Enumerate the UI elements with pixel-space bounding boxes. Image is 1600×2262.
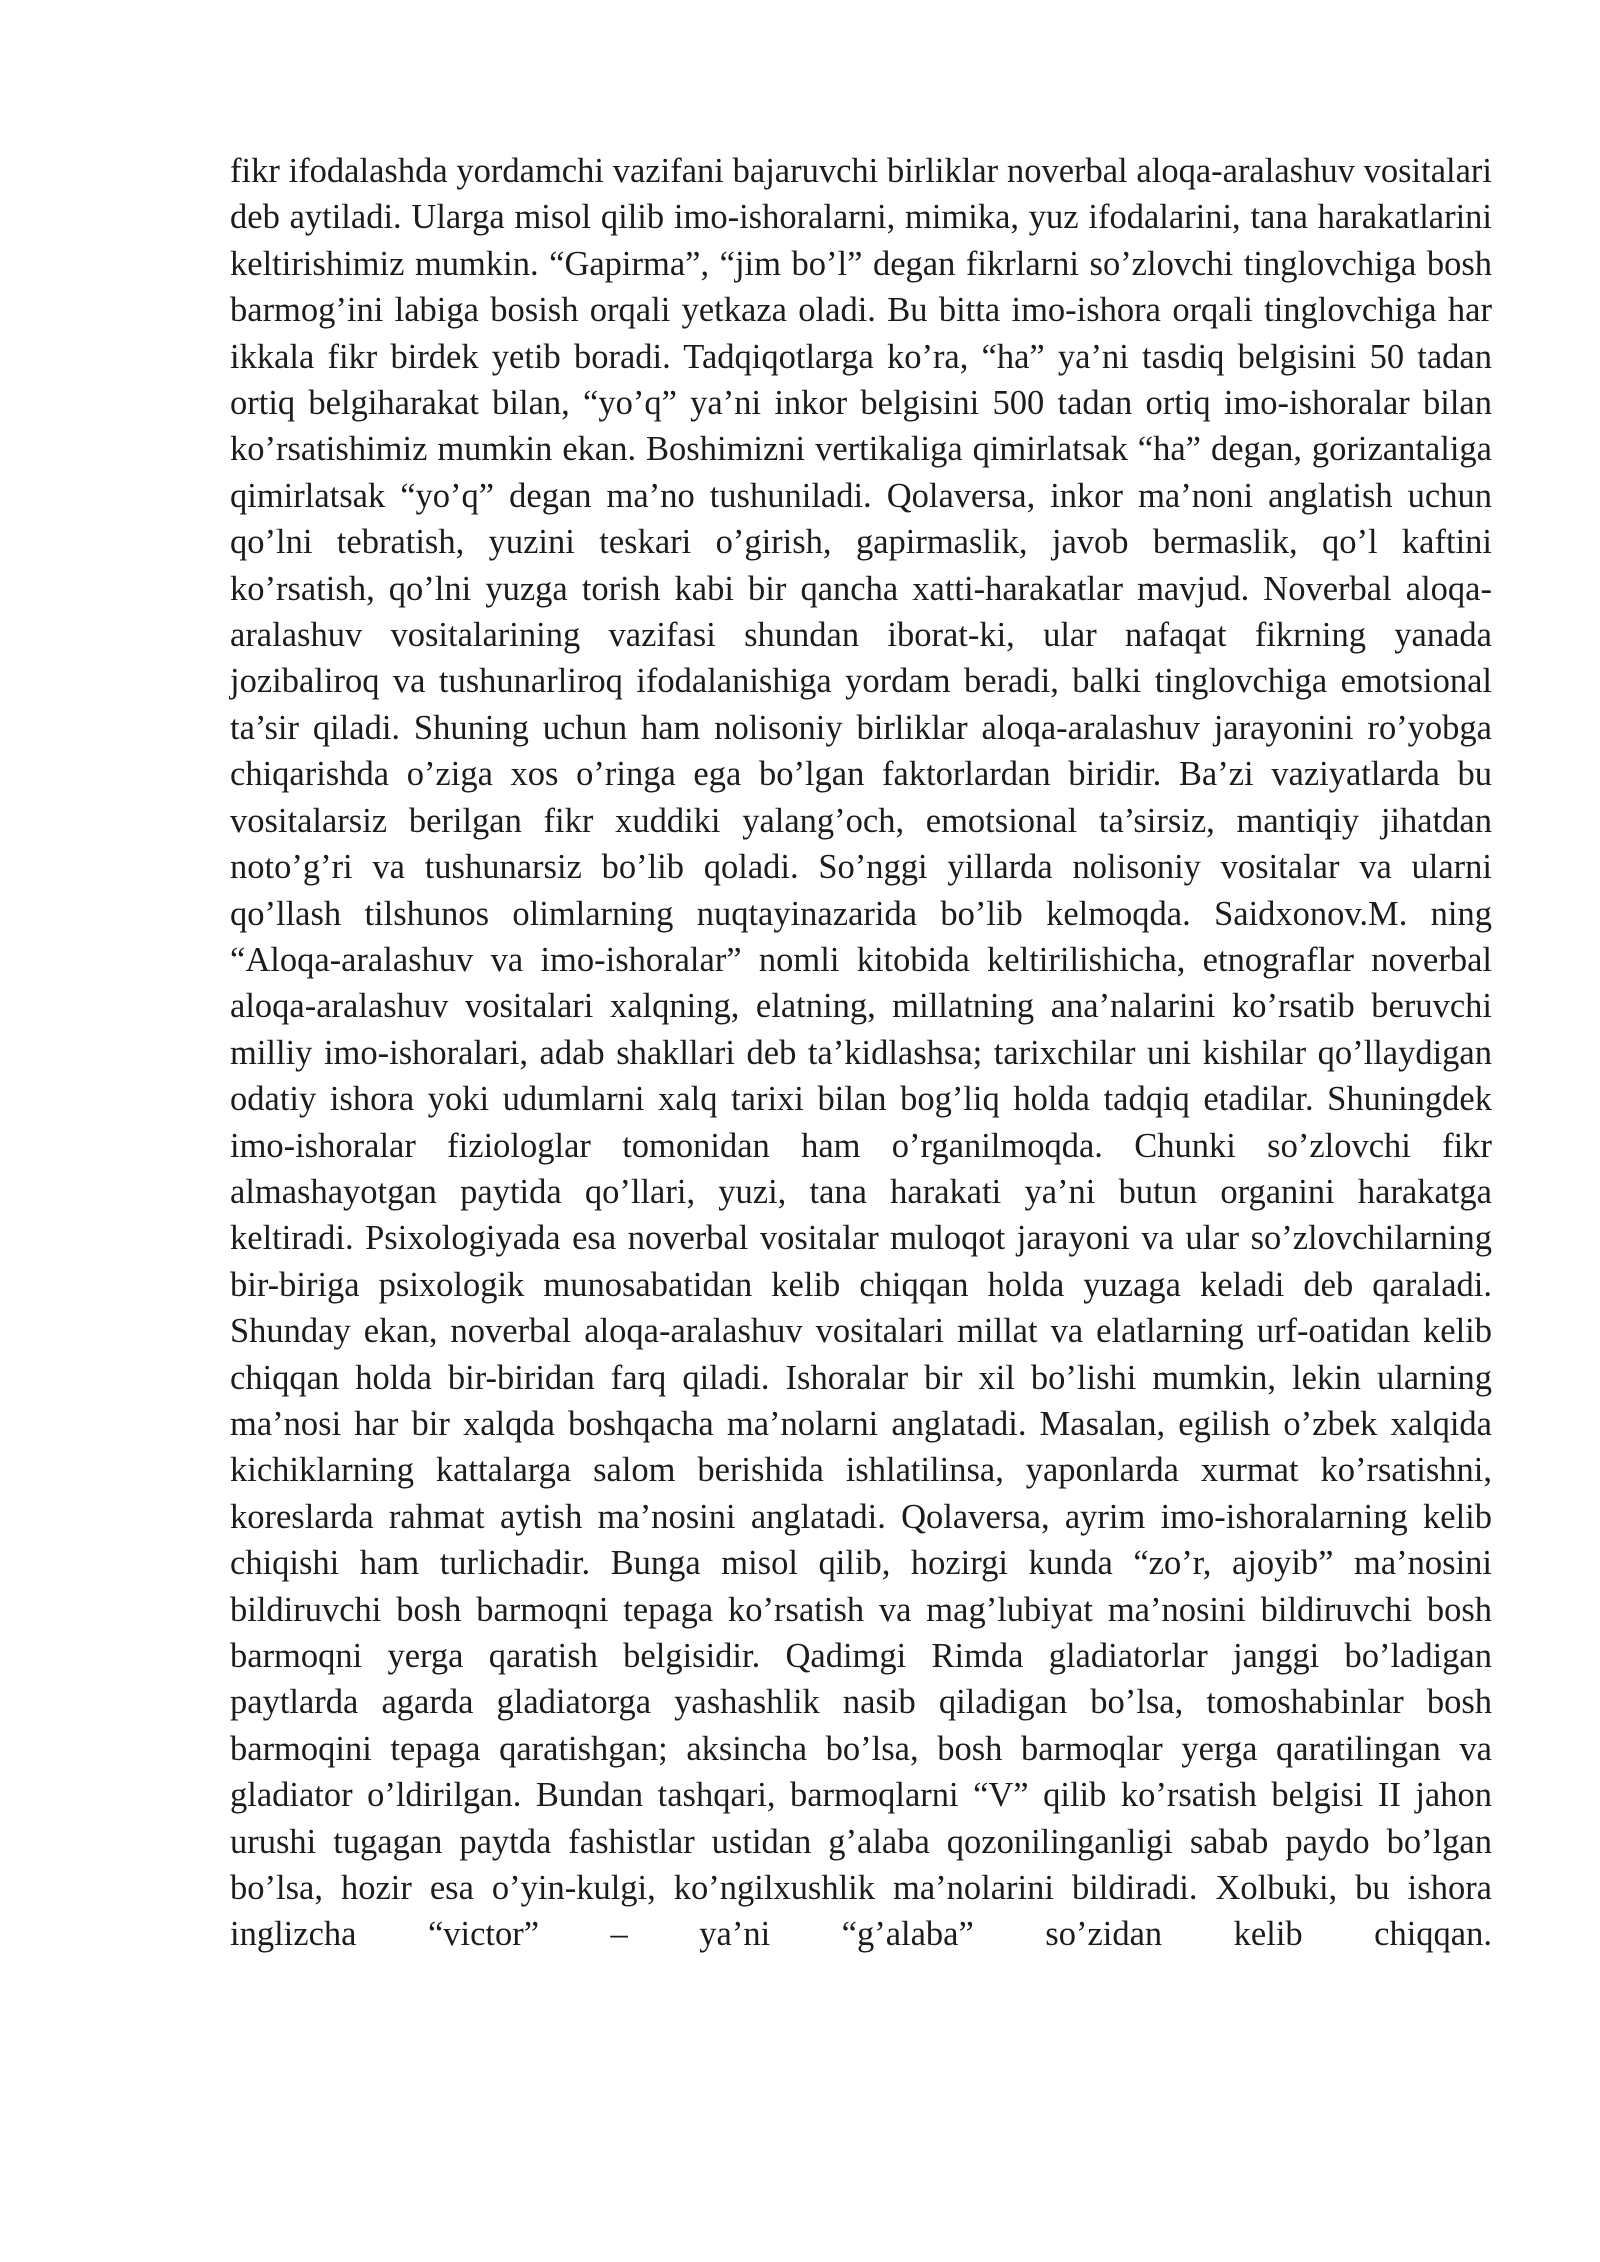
- body-paragraph: fikr ifodalashda yordamchi vazifani bajaruvchi birliklar noverbal aloqa-aralashuv vositalari deb aytiladi. Ularga misol qilib imo-ishoralarni, mimika, yuz ifodalarini, tana harakatlarini keltirishimiz mumkin. “Gapirma”, “jim bo’l” degan fikrlarni so’zlovchi tinglovchiga bosh barmog’ini labiga bosish orqali yetkaza oladi. Bu bitta imo-ishora orqali tinglovchiga har ikkala fikr birdek yetib boradi. Tadqiqotlarga ko’ra, “ha” ya’ni tasdiq belgisini 50 tadan ortiq belgiharakat bilan, “yo’q” ya’ni inkor belgisini 500 tadan ortiq imo-ishoralar bilan ko’rsatishimiz mumkin ekan. Boshimizni vertikaliga qimirlatsak “ha” degan, gorizantaliga qimirlatsak “yo’q” degan ma’no tushuniladi. Qolaversa, inkor ma’noni anglatish uchun qo’lni tebratish, yuzini teskari o’girish, gapirmaslik, javob bermaslik, qo’l kaftini ko’rsatish, qo’lni yuzga torish kabi bir qancha xatti-harakatlar mavjud. Noverbal aloqa-aralashuv vositalarining vazifasi shundan iborat-ki, ular nafaqat fikrning yanada jozibaliroq va tushunarliroq ifodalanishiga yordam beradi, balki tinglovchiga emotsional ta’sir qiladi. Shuning uchun ham nolisoniy birliklar aloqa-aralashuv jarayonini ro’yobga chiqarishda o’ziga xos o’ringa ega bo’lgan faktorlardan biridir. Ba’zi vaziyatlarda bu vositalarsiz berilgan fikr xuddiki yalang’och, emotsional ta’sirsiz, mantiqiy jihatdan noto’g’ri va tushunarsiz bo’lib qoladi. So’nggi yillarda nolisoniy vositalar va ularni qo’llash tilshunos olimlarning nuqtayinazarida bo’lib kelmoqda. Saidxonov.M. ning “Aloqa-aralashuv va imo-ishoralar” nomli kitobida keltirilishicha, etnograflar noverbal aloqa-aralashuv vositalari xalqning, elatning, millatning ana’nalarini ko’rsatib beruvchi milliy imo-ishoralari, adab shakllari deb ta’kidlashsa; tarixchilar uni kishilar qo’llaydigan odatiy ishora yoki udumlarni xalq tarixi bilan bog’liq holda tadqiq etadilar. Shuningdek imo-ishoralar fiziologlar tomonidan ham o’rganilmoqda. Chunki so’zlovchi fikr almashayotgan paytida qo’llari, yuzi, tana harakati ya’ni butun organini harakatga keltiradi. Psixologiyada esa noverbal vositalar muloqot jarayoni va ular so’zlovchilarning bir-biriga psixologik munosabatidan kelib chiqqan holda yuzaga keladi deb qaraladi. Shunday ekan, noverbal aloqa-aralashuv vositalari millat va elatlarning urf-oatidan kelib chiqqan holda bir-biridan farq qiladi. Ishoralar bir xil bo’lishi mumkin, lekin ularning ma’nosi har bir xalqda boshqacha ma’nolarni anglatadi. Masalan, egilish o’zbek xalqida kichiklarning kattalarga salom berishida ishlatilinsa, yaponlarda xurmat ko’rsatishni, koreslarda rahmat aytish ma’nosini anglatadi. Qolaversa, ayrim imo-ishoralarning kelib chiqishi ham turlichadir. Bunga misol qilib, hozirgi kunda “zo’r, ajoyib” ma’nosini bildiruvchi bosh barmoqni tepaga ko’rsatish va mag’lubiyat ma’nosini bildiruvchi bosh barmoqni yerga qaratish belgisidir. Qadimgi Rimda gladiatorlar janggi bo’ladigan paytlarda agarda gladiatorga yashashlik nasib qiladigan bo’lsa, tomoshabinlar bosh barmoqini tepaga qaratishgan; aksincha bo’lsa, bosh barmoqlar yerga qaratilingan va gladiator o’ldirilgan. Bundan tashqari, barmoqlarni “V” qilib ko’rsatish belgisi II jahon urushi tugagan paytda fashistlar ustidan g’alaba qozonilinganligi sabab paydo bo’lgan bo’lsa, hozir esa o’yin-kulgi, ko’ngilxushlik ma’nolarini bildiradi. Xolbuki, bu ishora inglizcha “victor” – ya’ni “g’alaba” so’zidan kelib chiqqan.: [230, 152, 1492, 1954]
